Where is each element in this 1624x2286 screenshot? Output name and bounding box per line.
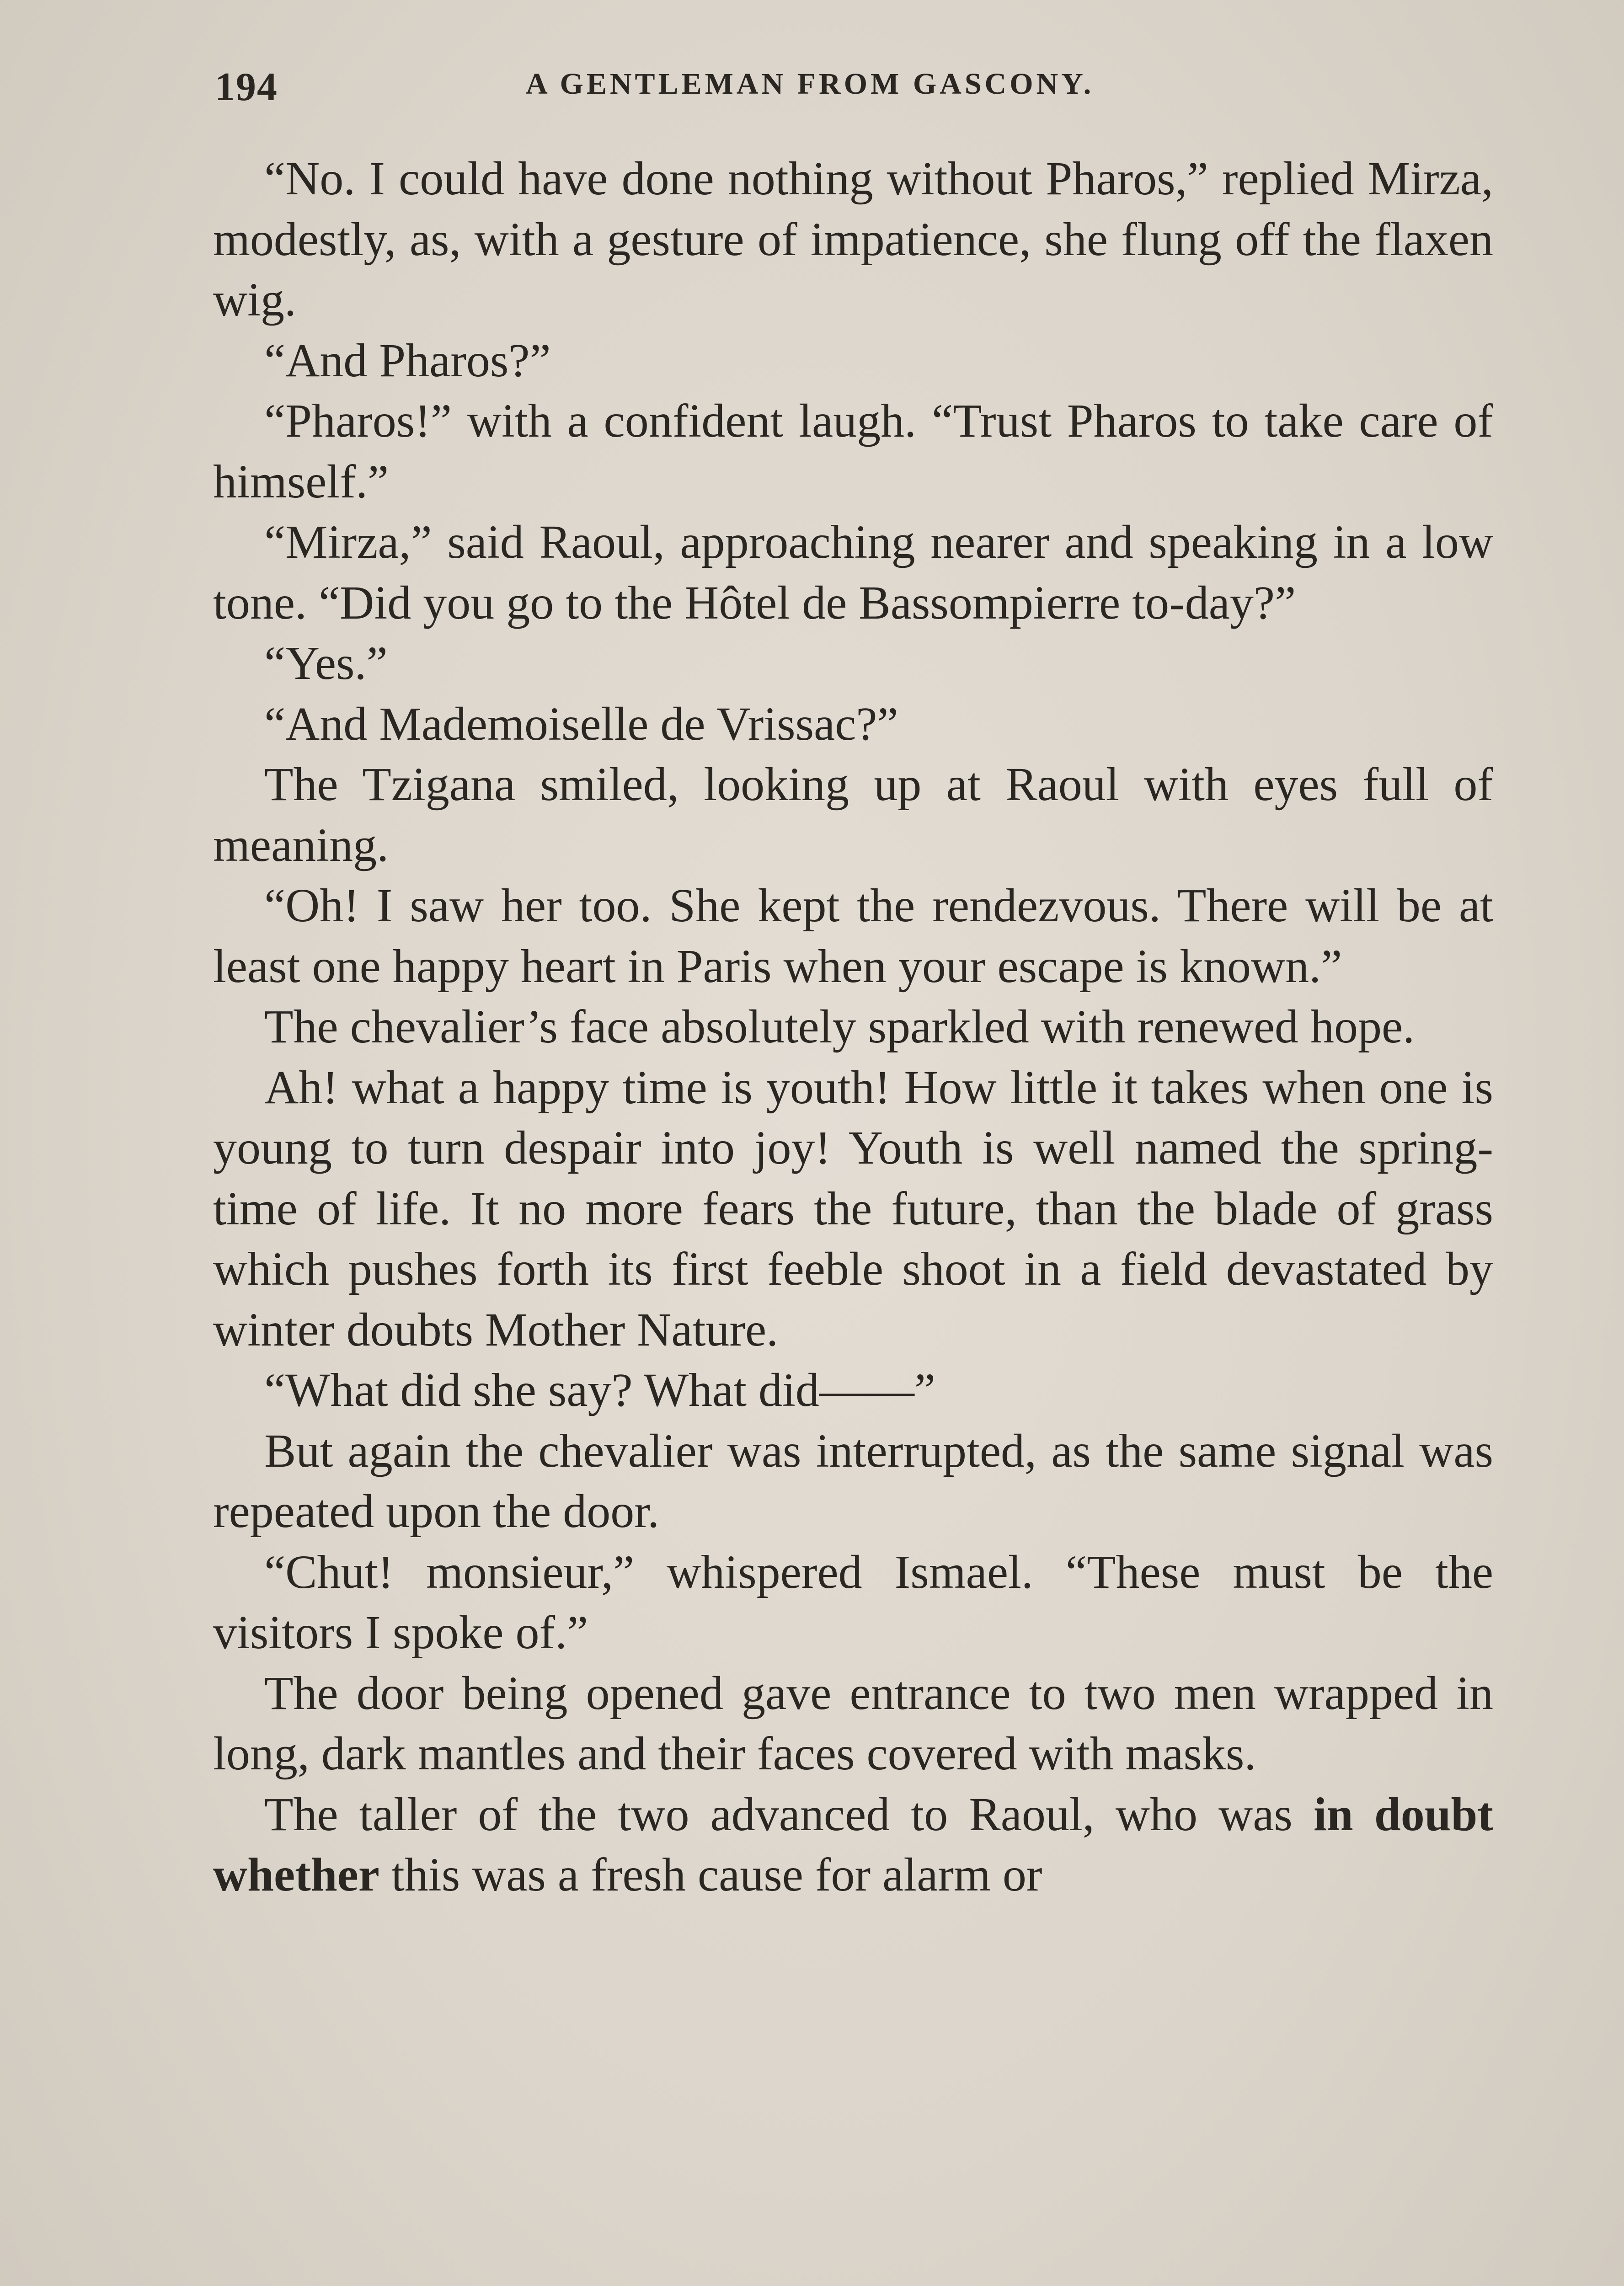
paragraph: Ah! what a happy time is youth! How little it takes when one is young to turn despair into joy! Youth is well named the spring-time of life. It no more fears the future, than the blade of grass which pushes forth its first feeble shoot in a field devastated by winter doubts Mother Nature. xyxy=(213,1061,1493,1356)
paragraph: “And Pharos?” xyxy=(264,334,551,387)
page-number: 194 xyxy=(215,65,278,109)
paragraph: “Yes.” xyxy=(264,637,388,689)
paragraph: “Mirza,” said Raoul, approaching nearer and speaking in a low tone. “Did you go to the Hôtel de Bassompierre to-day?” xyxy=(213,516,1493,629)
paragraph-last-start: The taller of the two advanced to Raoul, who was xyxy=(264,1788,1314,1841)
paragraph: The chevalier’s face absolutely sparkled with renewed hope. xyxy=(264,1000,1415,1053)
paragraph: “No. I could have done nothing without Pharos,” replied Mirza, modestly, as, with a gesture of impatience, she flung off the flaxen wig. xyxy=(213,152,1493,326)
paragraph: “And Mademoiselle de Vrissac?” xyxy=(264,697,898,750)
paragraph-last-bold: in doubt whether xyxy=(213,1788,1494,1901)
paragraph: “Chut! monsieur,” whispered Ismael. “These must be the visitors I spoke of.” xyxy=(213,1545,1493,1659)
paragraph: “What did she say? What did——” xyxy=(264,1364,936,1416)
paragraph: The Tzigana smiled, looking up at Raoul with eyes full of meaning. xyxy=(213,758,1493,871)
body-text xyxy=(213,149,1493,1906)
paragraph-last-end: this was a fresh cause for alarm or xyxy=(379,1848,1042,1901)
paragraph: But again the chevalier was interrupted, as the same signal was repeated upon the door. xyxy=(213,1424,1493,1538)
paragraph: “Oh! I saw her too. She kept the rendezvous. There will be at least one happy heart in Paris when your escape is known.” xyxy=(213,879,1493,993)
paragraph: “Pharos!” with a confident laugh. “Trust Pharos to take care of himself.” xyxy=(213,395,1493,508)
running-head: A GENTLEMAN FROM GASCONY. xyxy=(526,67,1095,101)
paragraph: The door being opened gave entrance to two men wrapped in long, dark mantles and their faces covered with masks. xyxy=(213,1666,1493,1780)
page-header xyxy=(215,64,1490,119)
paragraph-last xyxy=(213,1784,1493,1906)
